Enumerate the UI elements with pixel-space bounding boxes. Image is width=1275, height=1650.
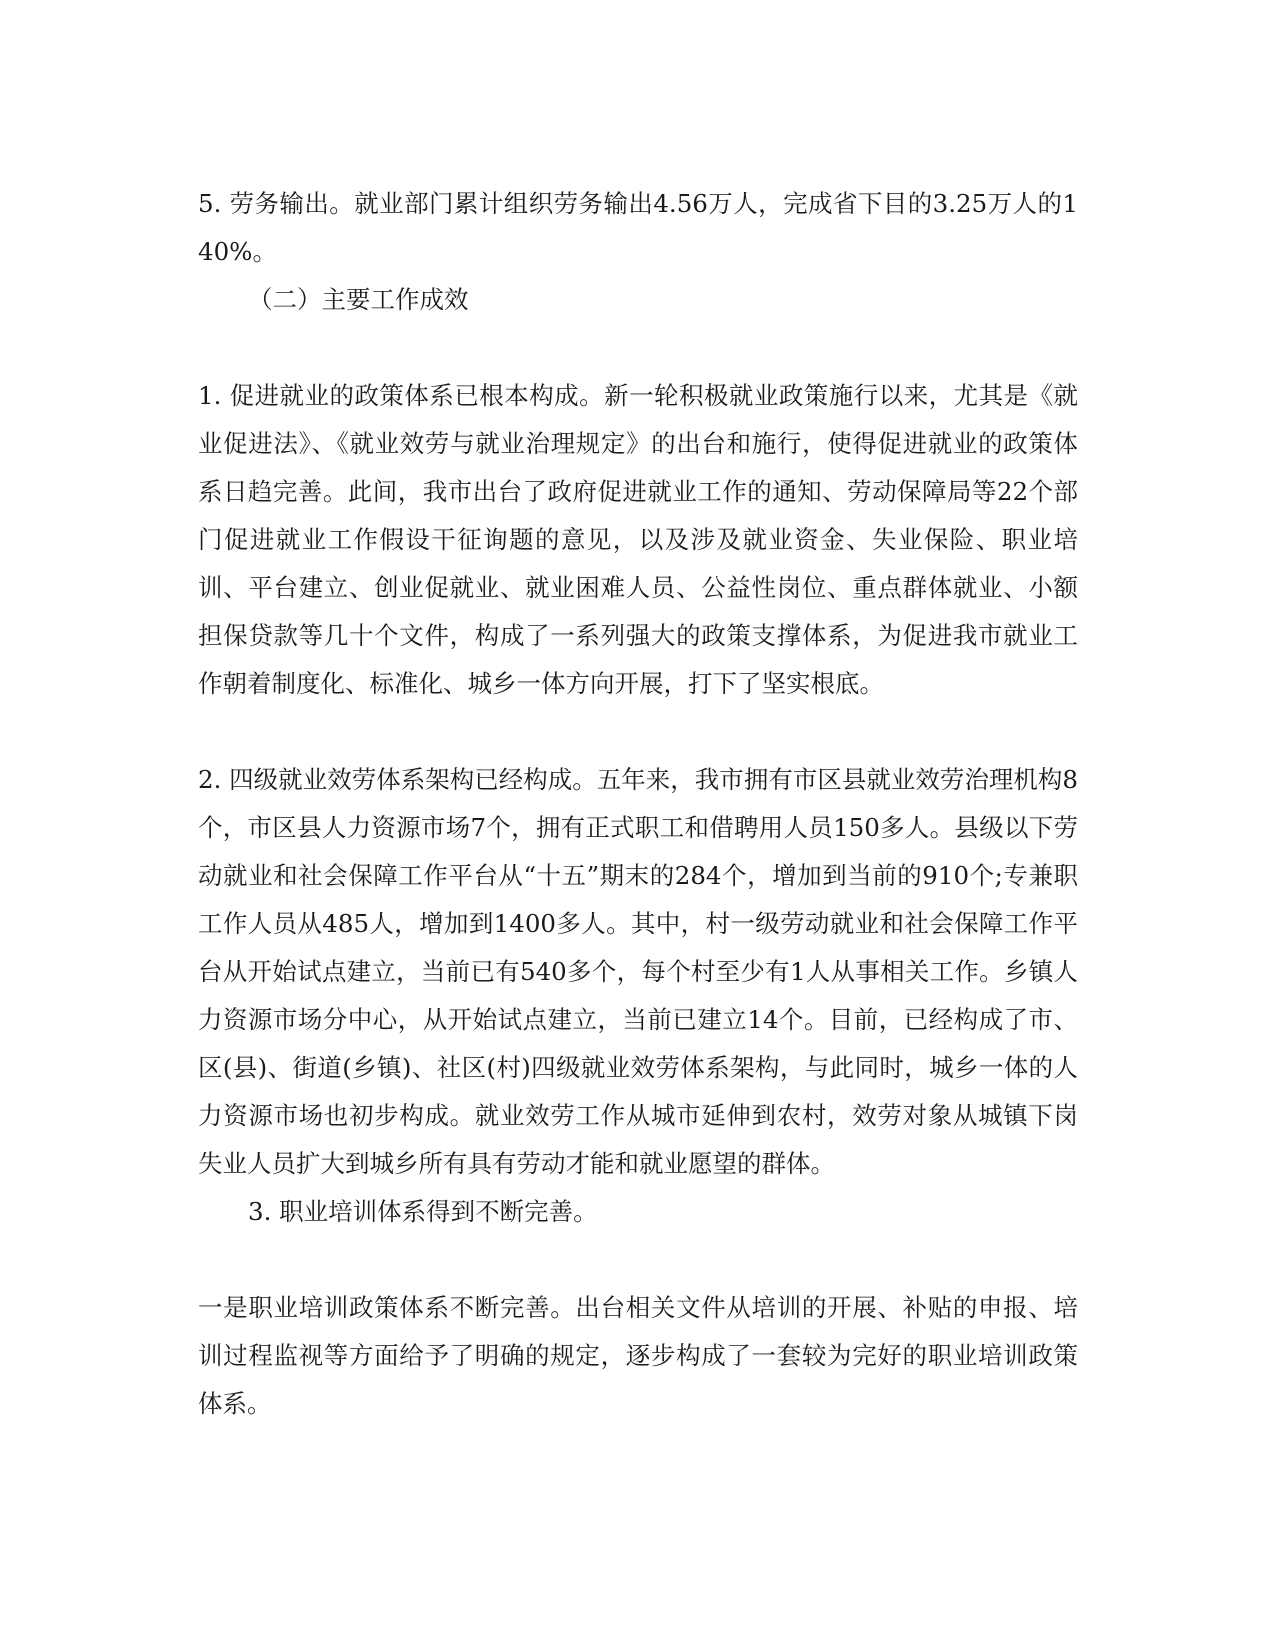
paragraph-labor-export: 5. 劳务输出。就业部门累计组织劳务输出4.56万人，完成省下目的3.25万人的140%。: [198, 189, 1078, 266]
paragraph-training-policy: 一是职业培训政策体系不断完善。出台相关文件从培训的开展、补贴的申报、培训过程监视等方面给予了明确的规定，逐步构成了一套较为完好的职业培训政策体系。: [198, 1293, 1078, 1418]
section-heading-main-results: （二）主要工作成效: [248, 285, 469, 314]
document-body: [198, 180, 1078, 1428]
paragraph-service-system: 2. 四级就业效劳体系架构已经构成。五年来，我市拥有市区县就业效劳治理机构8个，市区县人力资源市场7个，拥有正式职工和借聘用人员150多人。县级以下劳动就业和社会保障工作平台从“十五”期末的284个，增加到当前的910个;专兼职工作人员从485人，增加到1400多人。其中，村一级劳动就业和社会保障工作平台从开始试点建立，当前已有540多个，每个村至少有1人从事相关工作。乡镇人力资源市场分中心，从开始试点建立，当前已建立14个。目前，已经构成了市、区(县)、街道(乡镇)、社区(村)四级就业效劳体系架构，与此同时，城乡一体的人力资源市场也初步构成。就业效劳工作从城市延伸到农村，效劳对象从城镇下岗失业人员扩大到城乡所有具有劳动才能和就业愿望的群体。: [198, 765, 1078, 1178]
paragraph-training-heading: 3. 职业培训体系得到不断完善。: [248, 1197, 598, 1226]
paragraph-policy-system: 1. 促进就业的政策体系已根本构成。新一轮积极就业政策施行以来，尤其是《就业促进法》、《就业效劳与就业治理规定》的出台和施行，使得促进就业的政策体系日趋完善。此间，我市出台了政府促进就业工作的通知、劳动保障局等22个部门促进就业工作假设干征询题的意见，以及涉及就业资金、失业保险、职业培训、平台建立、创业促就业、就业困难人员、公益性岗位、重点群体就业、小额担保贷款等几十个文件，构成了一系列强大的政策支撑体系，为促进我市就业工作朝着制度化、标准化、城乡一体方向开展，打下了坚实根底。: [198, 381, 1078, 698]
